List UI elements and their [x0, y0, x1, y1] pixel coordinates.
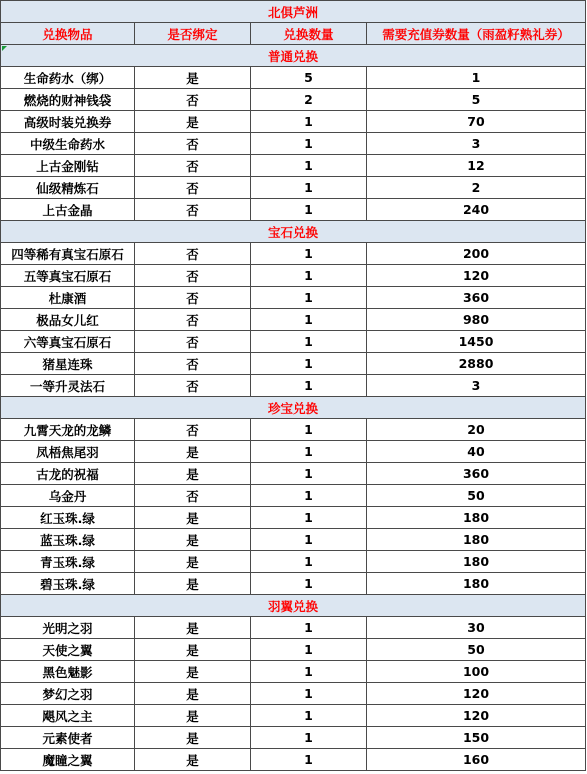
bound-cell: 是: [135, 749, 251, 771]
item-name-cell: 四等稀有真宝石原石: [1, 243, 135, 265]
section-title: [1, 397, 586, 419]
voucher-cost-cell: 1450: [367, 331, 586, 353]
quantity-cell: 2: [251, 89, 367, 111]
voucher-cost-cell: 100: [367, 661, 586, 683]
quantity-cell: 1: [251, 155, 367, 177]
bound-cell: 是: [135, 67, 251, 89]
item-name-cell: 六等真宝石原石: [1, 331, 135, 353]
bound-cell: 是: [135, 705, 251, 727]
quantity-cell: 1: [251, 177, 367, 199]
quantity-cell: 1: [251, 573, 367, 595]
bound-cell: 是: [135, 111, 251, 133]
table-row: [1, 441, 586, 463]
item-name-cell: 中级生命药水: [1, 133, 135, 155]
cell-comment-marker-icon: [2, 46, 7, 51]
bound-cell: 否: [135, 419, 251, 441]
bound-cell: 否: [135, 309, 251, 331]
table-row: [1, 573, 586, 595]
table-row: [1, 463, 586, 485]
bound-cell: 否: [135, 485, 251, 507]
item-name-cell: 仙级精炼石: [1, 177, 135, 199]
item-name-cell: 燃烧的财神钱袋: [1, 89, 135, 111]
section-title-text: 宝石兑换: [268, 224, 319, 240]
quantity-cell: 1: [251, 309, 367, 331]
quantity-cell: 1: [251, 705, 367, 727]
voucher-cost-cell: 2: [367, 177, 586, 199]
quantity-cell: 1: [251, 287, 367, 309]
voucher-cost-cell: 150: [367, 727, 586, 749]
bound-cell: 否: [135, 133, 251, 155]
quantity-cell: 1: [251, 683, 367, 705]
voucher-cost-cell: 200: [367, 243, 586, 265]
voucher-cost-cell: 1: [367, 67, 586, 89]
quantity-cell: 1: [251, 353, 367, 375]
item-name-cell: 梦幻之羽: [1, 683, 135, 705]
voucher-cost-cell: 3: [367, 375, 586, 397]
voucher-cost-cell: 180: [367, 551, 586, 573]
voucher-cost-cell: 180: [367, 573, 586, 595]
item-name-cell: 生命药水（绑）: [1, 67, 135, 89]
table-row: [1, 155, 586, 177]
bound-cell: 否: [135, 331, 251, 353]
item-name-cell: 光明之羽: [1, 617, 135, 639]
bound-cell: 是: [135, 529, 251, 551]
quantity-cell: 1: [251, 441, 367, 463]
item-name-cell: 极品女儿红: [1, 309, 135, 331]
item-name-cell: 猪星连珠: [1, 353, 135, 375]
item-name-cell: 九霄天龙的龙鳞: [1, 419, 135, 441]
bound-cell: 否: [135, 155, 251, 177]
voucher-cost-cell: 360: [367, 287, 586, 309]
voucher-cost-cell: 3: [367, 133, 586, 155]
quantity-cell: 1: [251, 133, 367, 155]
quantity-cell: 1: [251, 199, 367, 221]
item-name-cell: 上古金刚钻: [1, 155, 135, 177]
bound-cell: 是: [135, 639, 251, 661]
table-row: [1, 243, 586, 265]
table-row: [1, 287, 586, 309]
bound-cell: 是: [135, 661, 251, 683]
bound-cell: 是: [135, 441, 251, 463]
table-row: [1, 683, 586, 705]
voucher-cost-cell: 120: [367, 265, 586, 287]
section-title: [1, 595, 586, 617]
item-name-cell: 古龙的祝福: [1, 463, 135, 485]
table-row: [1, 639, 586, 661]
voucher-cost-cell: 40: [367, 441, 586, 463]
quantity-cell: 1: [251, 727, 367, 749]
voucher-cost-cell: 12: [367, 155, 586, 177]
quantity-cell: 1: [251, 331, 367, 353]
table-row: [1, 661, 586, 683]
bound-cell: 是: [135, 727, 251, 749]
table-row: [1, 331, 586, 353]
item-name-cell: 魔瞳之翼: [1, 749, 135, 771]
table-row: [1, 89, 586, 111]
quantity-cell: 5: [251, 67, 367, 89]
item-name-cell: 乌金丹: [1, 485, 135, 507]
section-title-text: 羽翼兑换: [268, 598, 319, 614]
item-name-cell: 天使之翼: [1, 639, 135, 661]
voucher-cost-cell: 120: [367, 705, 586, 727]
bound-cell: 否: [135, 199, 251, 221]
section-title-text: 珍宝兑换: [268, 400, 319, 416]
table-row: [1, 309, 586, 331]
table-row: [1, 485, 586, 507]
item-name-cell: 元素使者: [1, 727, 135, 749]
quantity-cell: 1: [251, 507, 367, 529]
table-title: 北俱芦洲: [1, 1, 586, 23]
table-row: [1, 177, 586, 199]
voucher-cost-cell: 980: [367, 309, 586, 331]
quantity-cell: 1: [251, 485, 367, 507]
section-title: [1, 221, 586, 243]
quantity-cell: 1: [251, 111, 367, 133]
section-header-row: [1, 221, 586, 243]
voucher-cost-cell: 180: [367, 507, 586, 529]
voucher-cost-cell: 30: [367, 617, 586, 639]
table-row: [1, 375, 586, 397]
column-header-voucher-cost: 需要充值券数量（雨盈籽熟礼券）: [367, 23, 586, 45]
bound-cell: 否: [135, 89, 251, 111]
quantity-cell: 1: [251, 419, 367, 441]
voucher-cost-cell: 240: [367, 199, 586, 221]
table-row: [1, 133, 586, 155]
section-header-row: [1, 45, 586, 67]
column-header-item: 兑换物品: [1, 23, 135, 45]
item-name-cell: 五等真宝石原石: [1, 265, 135, 287]
bound-cell: 否: [135, 243, 251, 265]
exchange-table-body: [1, 1, 586, 771]
voucher-cost-cell: 5: [367, 89, 586, 111]
table-row: [1, 265, 586, 287]
quantity-cell: 1: [251, 463, 367, 485]
voucher-cost-cell: 120: [367, 683, 586, 705]
table-row: [1, 551, 586, 573]
voucher-cost-cell: 20: [367, 419, 586, 441]
bound-cell: 是: [135, 551, 251, 573]
quantity-cell: 1: [251, 639, 367, 661]
section-title: [1, 45, 586, 67]
voucher-cost-cell: 50: [367, 485, 586, 507]
section-header-row: [1, 595, 586, 617]
bound-cell: 否: [135, 375, 251, 397]
section-header-row: [1, 397, 586, 419]
table-row: [1, 419, 586, 441]
item-name-cell: 上古金晶: [1, 199, 135, 221]
voucher-cost-cell: 160: [367, 749, 586, 771]
table-row: [1, 705, 586, 727]
table-row: [1, 507, 586, 529]
bound-cell: 否: [135, 353, 251, 375]
item-name-cell: 凤梧焦尾羽: [1, 441, 135, 463]
table-row: [1, 199, 586, 221]
bound-cell: 是: [135, 463, 251, 485]
item-name-cell: 红玉珠.绿: [1, 507, 135, 529]
column-header-row: [1, 23, 586, 45]
item-name-cell: 蓝玉珠.绿: [1, 529, 135, 551]
column-header-quantity: 兑换数量: [251, 23, 367, 45]
table-row: [1, 67, 586, 89]
voucher-cost-cell: 70: [367, 111, 586, 133]
quantity-cell: 1: [251, 243, 367, 265]
item-name-cell: 高级时装兑换券: [1, 111, 135, 133]
bound-cell: 是: [135, 507, 251, 529]
item-name-cell: 碧玉珠.绿: [1, 573, 135, 595]
bound-cell: 是: [135, 573, 251, 595]
quantity-cell: 1: [251, 375, 367, 397]
column-header-bound: 是否绑定: [135, 23, 251, 45]
quantity-cell: 1: [251, 551, 367, 573]
bound-cell: 是: [135, 617, 251, 639]
table-row: [1, 749, 586, 771]
section-title-text: 普通兑换: [268, 48, 319, 64]
voucher-cost-cell: 2880: [367, 353, 586, 375]
item-name-cell: 黑色魅影: [1, 661, 135, 683]
quantity-cell: 1: [251, 265, 367, 287]
table-row: [1, 111, 586, 133]
table-row: [1, 353, 586, 375]
quantity-cell: 1: [251, 529, 367, 551]
item-name-cell: 青玉珠.绿: [1, 551, 135, 573]
bound-cell: 否: [135, 265, 251, 287]
voucher-cost-cell: 180: [367, 529, 586, 551]
bound-cell: 否: [135, 177, 251, 199]
bound-cell: 是: [135, 683, 251, 705]
quantity-cell: 1: [251, 749, 367, 771]
quantity-cell: 1: [251, 661, 367, 683]
title-row: [1, 1, 586, 23]
table-row: [1, 617, 586, 639]
voucher-cost-cell: 50: [367, 639, 586, 661]
voucher-cost-cell: 360: [367, 463, 586, 485]
item-name-cell: 一等升灵法石: [1, 375, 135, 397]
bound-cell: 否: [135, 287, 251, 309]
item-name-cell: 飓风之主: [1, 705, 135, 727]
table-row: [1, 727, 586, 749]
quantity-cell: 1: [251, 617, 367, 639]
table-row: [1, 529, 586, 551]
item-name-cell: 杜康酒: [1, 287, 135, 309]
